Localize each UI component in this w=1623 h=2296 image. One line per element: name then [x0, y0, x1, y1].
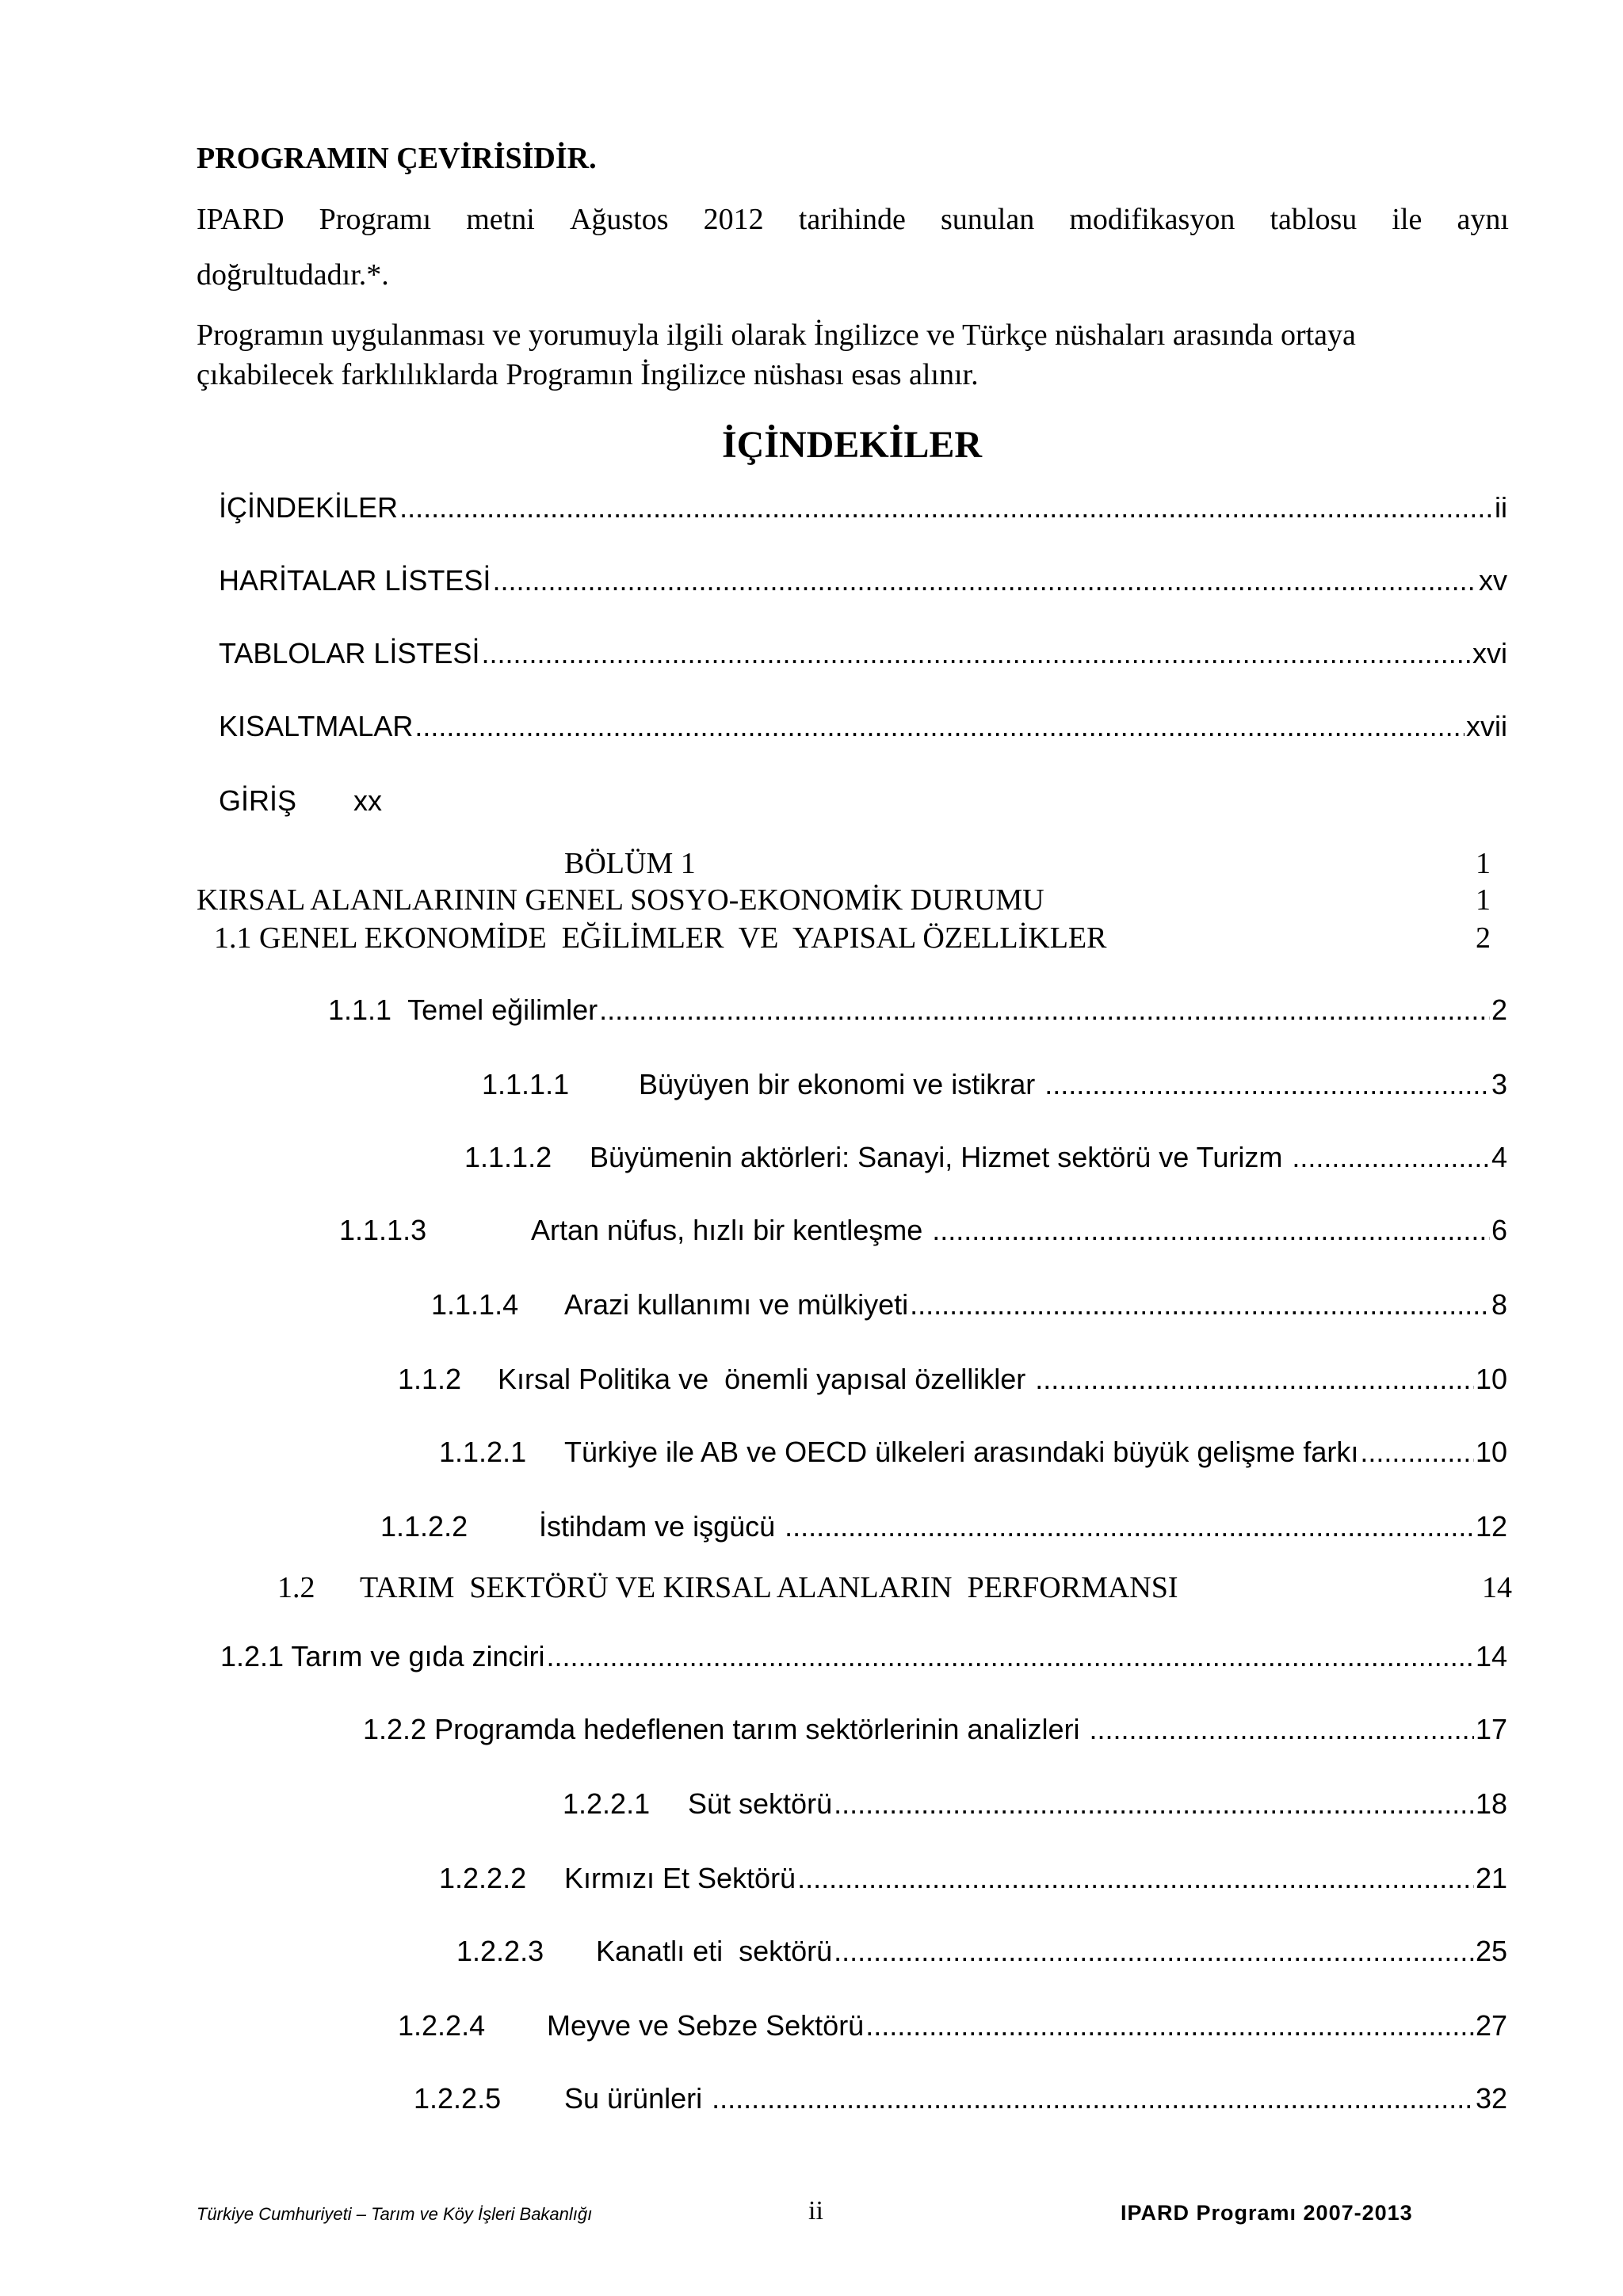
- toc-title: İÇİNDEKİLER: [721, 424, 983, 466]
- toc-entry-page: 17: [1475, 1713, 1507, 1745]
- toc-leader: [1292, 1141, 1490, 1174]
- toc-entry-number: 1.2.2.4: [398, 2009, 486, 2042]
- toc-entry-title: TABLOLAR LİSTESİ: [219, 637, 480, 669]
- toc-entry[interactable]: [398, 2009, 1507, 2042]
- toc-entry-title: İstihdam ve işgücü: [539, 1510, 784, 1543]
- paragraph-2-line-2: çıkabilecek farklılıklarda Programın İngilizce nüshası esas alınır.: [197, 358, 979, 391]
- toc-entry[interactable]: [439, 1862, 1507, 1895]
- section-heading[interactable]: 1.1 GENEL EKONOMİDE EĞİLİMLER VE YAPISAL ÖZELLİKLER: [214, 921, 1107, 955]
- toc-entry-number: 1.2.2.3: [456, 1935, 544, 1967]
- toc-entry-page: xvi: [1472, 637, 1507, 669]
- word: tarihinde: [798, 203, 906, 236]
- toc-entry[interactable]: [439, 1436, 1507, 1469]
- toc-leader: [492, 564, 1477, 597]
- toc-entry-number: 1.1.2: [398, 1363, 462, 1395]
- toc-entry-page: 3: [1491, 1068, 1507, 1100]
- toc-leader: [834, 1935, 1474, 1968]
- toc-entry-page: 18: [1475, 1787, 1507, 1820]
- toc-leader: [865, 2009, 1474, 2042]
- toc-entry-title: Büyümenin aktörleri: Sanayi, Hizmet sektörü ve Turizm: [590, 1141, 1291, 1173]
- toc-leader: [910, 1288, 1490, 1322]
- word: aynı: [1457, 203, 1509, 236]
- toc-entry-number: 1.2.2.2: [439, 1862, 527, 1894]
- toc-entry-title: Kanatlı eti sektörü: [596, 1935, 833, 1967]
- toc-entry[interactable]: [380, 1510, 1507, 1543]
- toc-leader: [797, 1862, 1474, 1895]
- toc-leader: [932, 1214, 1490, 1247]
- word: modifikasyon: [1069, 203, 1235, 236]
- toc-entry-page: 32: [1475, 2082, 1507, 2115]
- toc-leader: [481, 637, 1471, 670]
- word: IPARD: [197, 203, 285, 236]
- toc-entry-title: 1.2.1 Tarım ve gıda zinciri: [220, 1640, 545, 1672]
- toc-entry-giris[interactable]: [219, 784, 382, 818]
- toc-entry-title: Türkiye ile AB ve OECD ülkeleri arasındaki büyük gelişme farkı: [564, 1436, 1359, 1468]
- toc-entry[interactable]: [219, 564, 1507, 597]
- toc-entry[interactable]: [482, 1068, 1507, 1101]
- toc-entry-number: 1.1.2.1: [439, 1436, 527, 1468]
- toc-leader: [834, 1787, 1474, 1821]
- word: metni: [466, 203, 535, 236]
- word: Ağustos: [569, 203, 669, 236]
- toc-leader: [712, 2082, 1474, 2115]
- toc-entry-title: Büyüyen bir ekonomi ve istikrar: [639, 1068, 1044, 1100]
- toc-entry[interactable]: [220, 1640, 1507, 1673]
- toc-entry-page: 10: [1475, 1363, 1507, 1395]
- chapter-title[interactable]: KIRSAL ALANLARININ GENEL SOSYO-EKONOMİK DURUMU: [197, 883, 1044, 917]
- toc-entry-number: 1.1.1.4: [431, 1288, 519, 1321]
- toc-entry-page: 21: [1475, 1862, 1507, 1894]
- toc-entry-page: 27: [1475, 2009, 1507, 2042]
- paragraph-2-line-1: Programın uygulanması ve yorumuyla ilgili olarak İngilizce ve Türkçe nüshaları arasında ortaya: [197, 318, 1356, 352]
- toc-entry-number: 1.1.1.3: [339, 1214, 427, 1246]
- paragraph-1-line-1: [197, 200, 1509, 239]
- toc-entry-page: 25: [1475, 1935, 1507, 1967]
- word: Programı: [319, 203, 432, 236]
- toc-entry[interactable]: [414, 2082, 1507, 2115]
- chapter-page: 1: [1476, 847, 1491, 880]
- toc-entry-title: 1.2.2 Programda hedeflenen tarım sektörlerinin analizleri: [363, 1713, 1088, 1745]
- toc-leader: [1044, 1068, 1490, 1101]
- toc-entry-page: ii: [1495, 491, 1507, 524]
- chapter-title-page: 1: [1476, 883, 1491, 917]
- chapter-label[interactable]: BÖLÜM 1: [564, 847, 696, 880]
- toc-entry-page: xvii: [1466, 710, 1507, 742]
- toc-entry-number: 1.1.2.2: [380, 1510, 468, 1543]
- toc-entry-page: xx: [353, 784, 383, 817]
- toc-entry-number: 1.1.1.1: [482, 1068, 570, 1100]
- toc-leader: [414, 710, 1465, 743]
- toc-entry-title: Su ürünleri: [564, 2082, 711, 2115]
- section-heading-page: 2: [1476, 921, 1491, 955]
- toc-entry-number: 1.1.1.2: [464, 1141, 552, 1173]
- toc-entry-title: İÇİNDEKİLER: [219, 491, 399, 524]
- toc-entry[interactable]: [339, 1214, 1507, 1247]
- toc-leader: [1360, 1436, 1474, 1469]
- toc-entry-title: Arazi kullanımı ve mülkiyeti: [564, 1288, 909, 1321]
- footer-page-number: ii: [808, 2196, 823, 2225]
- paragraph-1-line-2: doğrultudadır.*.: [197, 258, 389, 292]
- word: 2012: [703, 203, 764, 236]
- toc-entry[interactable]: [431, 1288, 1507, 1322]
- toc-entry-page: 14: [1475, 1640, 1507, 1672]
- toc-leader: [1089, 1713, 1473, 1746]
- toc-entry[interactable]: [219, 491, 1507, 524]
- toc-entry-title: KISALTMALAR: [219, 710, 414, 742]
- toc-entry-page: 6: [1491, 1214, 1507, 1246]
- toc-leader: [547, 1640, 1474, 1673]
- toc-entry-title: Artan nüfus, hızlı bir kentleşme: [531, 1214, 931, 1246]
- toc-entry-number: 1.2.2.1: [563, 1787, 651, 1820]
- word: tablosu: [1270, 203, 1358, 236]
- word: ile: [1392, 203, 1423, 236]
- toc-entry-title: Temel eğilimler: [407, 994, 598, 1026]
- toc-leader: [785, 1510, 1474, 1543]
- toc-entry[interactable]: [363, 1713, 1507, 1746]
- toc-entry-page: 2: [1491, 994, 1507, 1026]
- toc-entry-title: HARİTALAR LİSTESİ: [219, 564, 491, 597]
- toc-entry[interactable]: [563, 1787, 1507, 1821]
- toc-entry[interactable]: [219, 637, 1507, 670]
- word: sunulan: [941, 203, 1035, 236]
- toc-entry[interactable]: [456, 1935, 1507, 1968]
- toc-leader: [1035, 1363, 1474, 1396]
- section-number: 1.2: [277, 1571, 315, 1604]
- toc-leader: [399, 491, 1493, 524]
- toc-entry-page: xv: [1479, 564, 1507, 597]
- toc-entry-title: Süt sektörü: [688, 1787, 833, 1820]
- toc-entry-page: 10: [1475, 1436, 1507, 1468]
- footer-ministry: Türkiye Cumhuriyeti – Tarım ve Köy İşleri Bakanlığı: [197, 2204, 593, 2224]
- toc-entry-page: 12: [1475, 1510, 1507, 1543]
- toc-entry[interactable]: [328, 994, 1507, 1027]
- toc-entry-page: 8: [1491, 1288, 1507, 1321]
- toc-entry-title: Kırsal Politika ve önemli yapısal özellikler: [498, 1363, 1034, 1395]
- footer-program: IPARD Programı 2007-2013: [1121, 2201, 1413, 2225]
- toc-entry-page: 4: [1491, 1141, 1507, 1173]
- toc-leader: [599, 994, 1490, 1027]
- toc-entry-title: Kırmızı Et Sektörü: [564, 1862, 796, 1894]
- toc-entry[interactable]: [398, 1363, 1507, 1396]
- toc-entry[interactable]: [464, 1141, 1507, 1174]
- document-heading: PROGRAMIN ÇEVİRİSİDİR.: [197, 142, 597, 175]
- section-heading-page: 14: [1482, 1571, 1512, 1604]
- toc-entry-number: 1.1.1: [328, 994, 392, 1026]
- section-heading[interactable]: TARIM SEKTÖRÜ VE KIRSAL ALANLARIN PERFORMANSI: [360, 1571, 1178, 1604]
- toc-entry-number: 1.2.2.5: [414, 2082, 502, 2115]
- toc-entry-title: GİRİŞ: [219, 784, 297, 817]
- toc-entry-title: Meyve ve Sebze Sektörü: [547, 2009, 865, 2042]
- toc-entry[interactable]: [219, 710, 1507, 743]
